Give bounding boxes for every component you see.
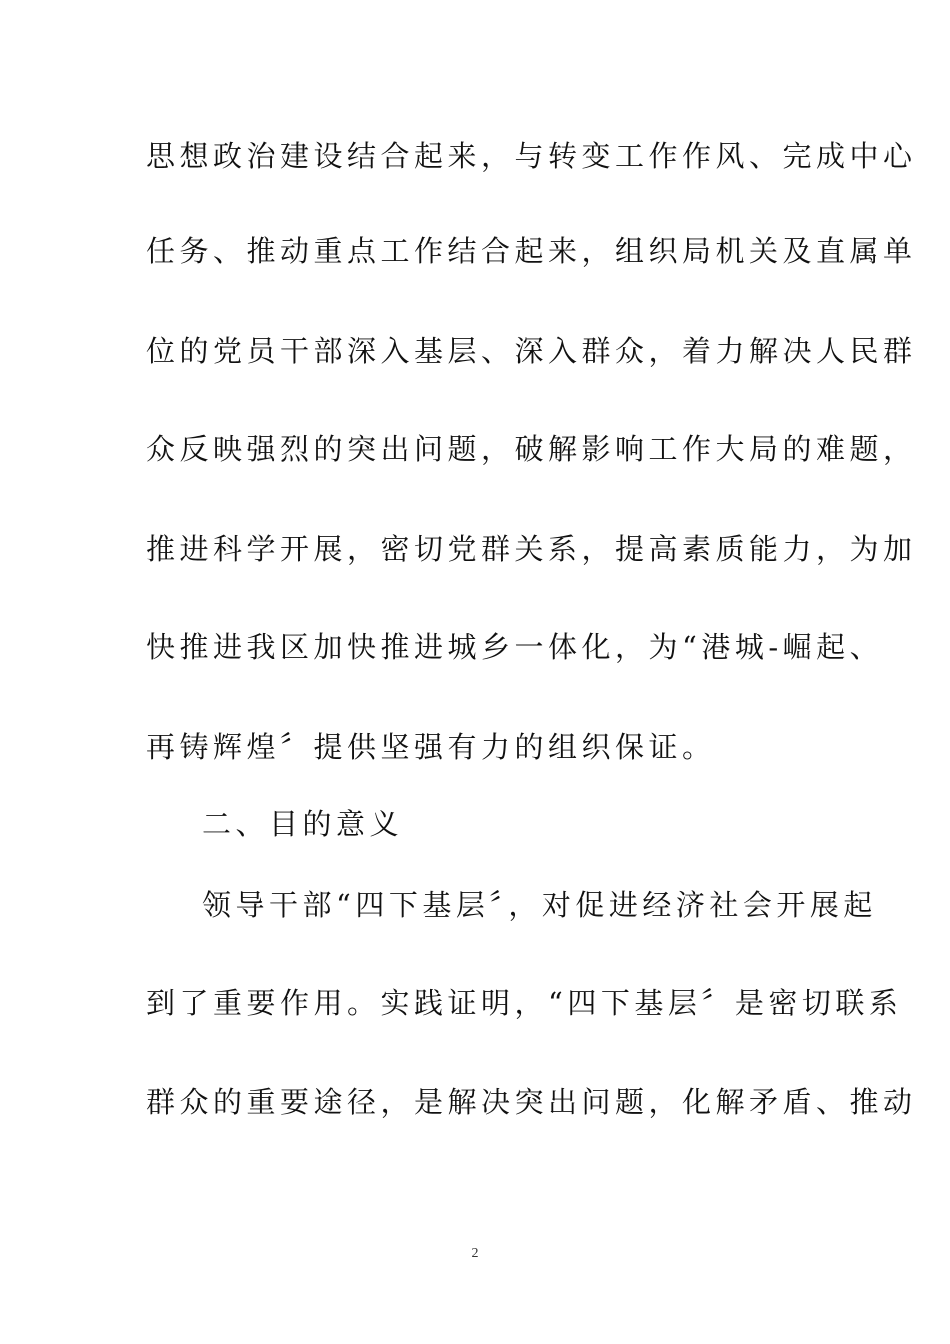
body-line-5: 推进科学开展，密切党群关系，提高素质能力，为加 — [146, 532, 917, 566]
body-line-6: 快推进我区加快推进城乡一体化，为“港城-崛起、 — [146, 630, 884, 664]
paragraph-line-1: 领导干部“四下基层〞，对促进经济社会开展起 — [202, 888, 877, 922]
body-line-1: 思想政治建设结合起来，与转变工作作风、完成中心 — [146, 139, 917, 173]
body-line-3: 位的党员干部深入基层、深入群众，着力解决人民群 — [146, 334, 917, 368]
body-line-2: 任务、推动重点工作结合起来，组织局机关及直属单 — [146, 234, 917, 268]
body-line-7: 再铸辉煌〞提供坚强有力的组织保证。 — [146, 730, 716, 764]
page-number: 2 — [471, 1246, 479, 1261]
body-line-4: 众反映强烈的突出问题，破解影响工作大局的难题， — [146, 432, 917, 466]
paragraph-line-2: 到了重要作用。实践证明，“四下基层〞是密切联系 — [146, 986, 903, 1020]
section-heading: 二、目的意义 — [202, 807, 404, 841]
paragraph-line-3: 群众的重要途径，是解决突出问题，化解矛盾、推动 — [146, 1085, 917, 1119]
